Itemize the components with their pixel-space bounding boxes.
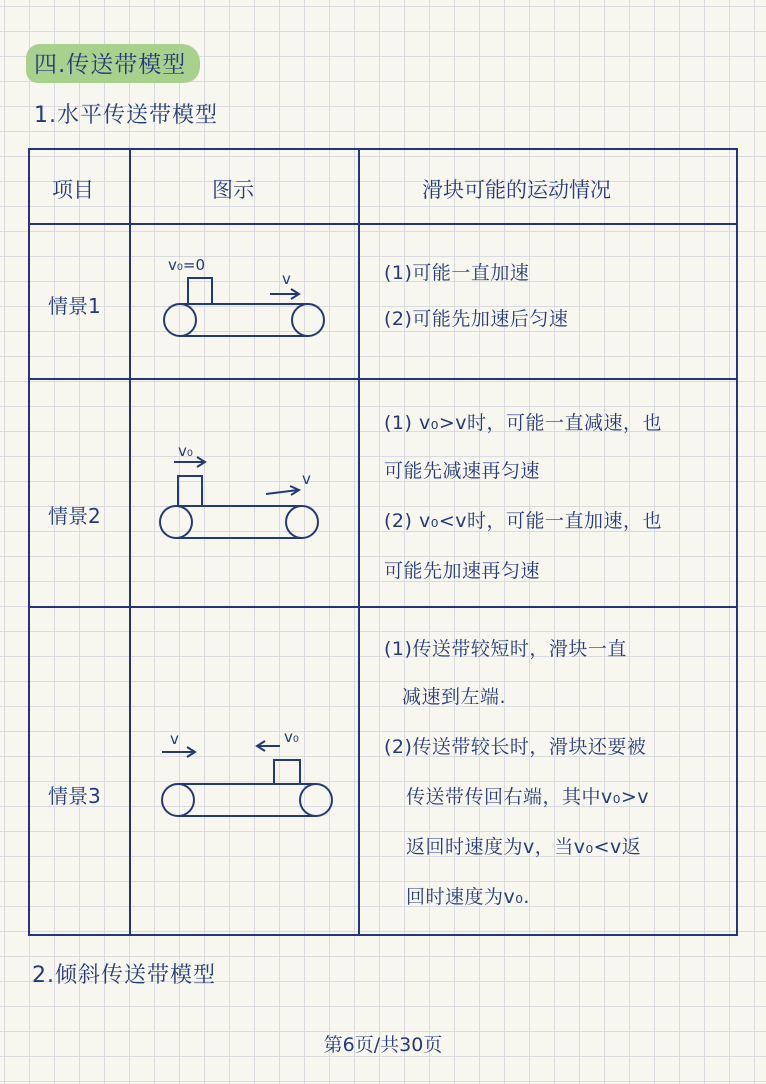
belt-speed-label: v: [170, 730, 179, 748]
slider-block: [274, 760, 300, 784]
right-pulley: [292, 304, 324, 336]
page-number: 第6页/共30页: [323, 1034, 443, 1056]
conveyor-table: [28, 148, 738, 936]
belt-speed-label: v: [302, 470, 311, 488]
left-pulley: [160, 506, 192, 538]
header-item: 项目: [52, 178, 94, 202]
row2-line-4: 可能先加速再匀速: [384, 560, 541, 582]
conveyor-diagram-1: [148, 248, 348, 358]
slider-block: [188, 278, 212, 304]
row3-line-5: 返回时速度为v，当v₀<v返: [406, 836, 642, 858]
row2-line-3: (2) v₀<v时，可能一直加速，也: [384, 510, 662, 532]
header-motion: 滑块可能的运动情况: [422, 178, 611, 202]
right-pulley: [300, 784, 332, 816]
left-pulley: [162, 784, 194, 816]
table-divider: [129, 150, 131, 934]
row1-line-2: (2)可能先加速后匀速: [384, 308, 569, 330]
row-label-1: 情景1: [48, 294, 101, 318]
right-pulley: [286, 506, 318, 538]
row3-line-2: 减速到左端.: [402, 686, 507, 708]
header-figure: 图示: [212, 178, 254, 202]
row-label-2: 情景2: [48, 504, 101, 528]
section-title: 四.传送带模型: [26, 44, 200, 83]
subsection-title-horizontal: 1.水平传送带模型: [34, 103, 218, 128]
table-divider: [358, 150, 360, 934]
row3-line-4: 传送带传回右端，其中v₀>v: [406, 786, 650, 808]
table-divider: [30, 223, 736, 225]
left-pulley: [164, 304, 196, 336]
block-speed-label: v₀=0: [168, 256, 206, 274]
conveyor-diagram-2: [142, 436, 342, 546]
table-divider: [30, 606, 736, 608]
subsection-title-inclined: 2.倾斜传送带模型: [32, 963, 216, 988]
row-label-3: 情景3: [48, 784, 101, 808]
table-divider: [30, 378, 736, 380]
slider-block: [178, 476, 202, 506]
block-speed-label: v₀: [284, 728, 299, 746]
row2-line-1: (1) v₀>v时，可能一直减速，也: [384, 412, 662, 434]
row1-line-1: (1)可能一直加速: [384, 262, 530, 284]
row3-line-6: 回时速度为v₀.: [406, 886, 530, 908]
block-speed-label: v₀: [178, 442, 193, 460]
conveyor-diagram-3: [148, 720, 348, 830]
belt-speed-label: v: [282, 270, 291, 288]
row3-line-3: (2)传送带较长时，滑块还要被: [384, 736, 647, 758]
row3-line-1: (1)传送带较短时，滑块一直: [384, 638, 627, 660]
row2-line-2: 可能先减速再匀速: [384, 460, 541, 482]
